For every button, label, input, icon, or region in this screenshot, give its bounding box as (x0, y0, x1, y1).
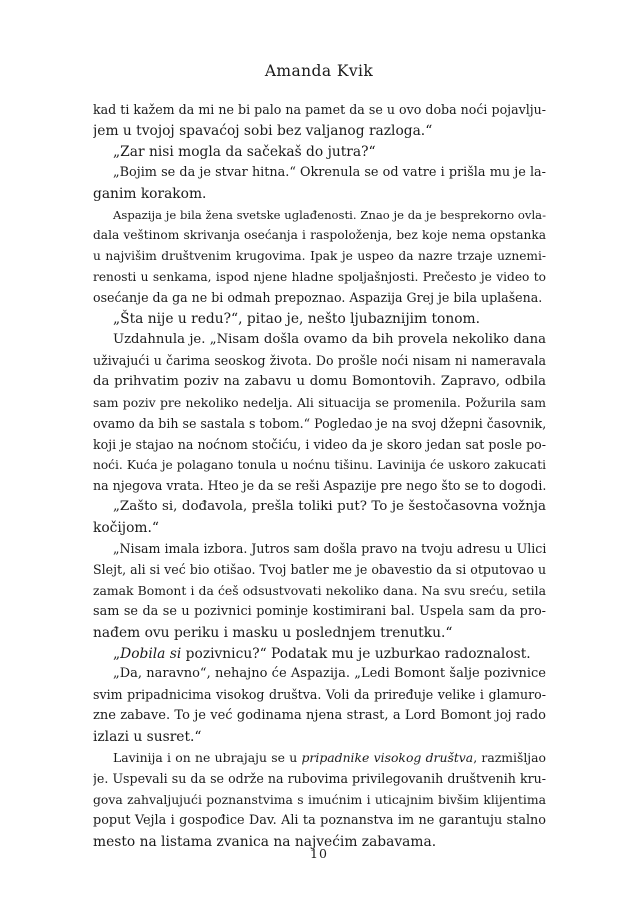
text-line: da prihvatim poziv na zabavu u domu Bomontovih. Zapravo, odbila (93, 373, 546, 389)
text-line: zne zabave. To je već godinama njena strast, a Lord Bomont joj rado (93, 708, 546, 724)
text-line: Slejt, ali si već bio otišao. Tvoj batler me je obavestio da si otputovao u (93, 561, 546, 577)
text-line: u najvišim društvenim krugovima. Ipak je uspeo da nazre trzaje uznemi- (93, 249, 546, 264)
text-line: ovamo da bih se sastala s tobom.“ Pogledao je na svoj džepni časovnik, (93, 415, 546, 431)
body-text (93, 100, 546, 853)
text-line: „Šta nije u redu?“, pitao je, nešto ljubaznijim tonom. (113, 311, 481, 328)
text-line: kad ti kažem da mi ne bi palo na pamet da se u ovo doba noći pojavlju- (93, 102, 546, 117)
text-line: „Nisam imala izbora. Jutros sam došla pravo na tvoju adresu u Ulici (113, 541, 546, 557)
text-line: Uzdahnula je. „Nisam došla ovamo da bih provela nekoliko dana (113, 331, 546, 347)
text-line: kočijom.“ (93, 520, 159, 537)
italic-emphasis: Dobila si (120, 645, 182, 662)
text-line: mesto na listama zvanica na najvećim zabavama. (93, 833, 437, 850)
text-line: jem u tvojoj spavaćoj sobi bez valjanog razloga.“ (93, 122, 433, 139)
text-line: Lavinija i on ne ubrajaju se u pripadnike visokog društva, razmišljao (113, 750, 546, 766)
text-line: osećanje da ga ne bi odmah prepoznao. Aspazija Grej je bila uplašena. (93, 290, 543, 306)
text-line: zamak Bomont i da ćeš odsustvovati nekoliko dana. Na svu sreću, setila (93, 582, 546, 598)
text-line: ganim korakom. (93, 185, 207, 202)
text-line: „Zašto si, dođavola, prešla toliki put? To je šestočasovna vožnja (113, 499, 546, 515)
text-line: na njegova vrata. Hteo je da se reši Aspazije pre nego što se to dogodi. (93, 478, 546, 494)
text-line: svim pripadnicima visokog društva. Voli da priređuje velike i glamuro- (93, 687, 546, 703)
text-line: Aspazija je bila žena svetske uglađenosti. Znao je da je besprekorno ovla- (113, 207, 546, 222)
text-line: poput Vejla i gospođice Dav. Ali ta poznanstva im ne garantuju stalno (93, 812, 546, 828)
text-line: nađem ovu periku i masku u poslednjem trenutku.“ (93, 624, 453, 641)
text-line: „Zar nisi mogla da sačekaš do jutra?“ (113, 143, 376, 160)
text-line: sam se da se u pozivnici pominje kostimirani bal. Uspela sam da pro- (93, 603, 546, 619)
text-line: je. Uspevali su da se održe na rubovima privilegovanih društvenih kru- (93, 771, 546, 786)
text-line: „Bojim se da je stvar hitna.“ Okrenula se od vatre i prišla mu je la- (113, 164, 546, 180)
text-line: dala veštinom skrivanja osećanja i raspoloženja, bez koje nema opstanka (93, 228, 546, 243)
italic-emphasis: pripadnike visokog društva (301, 750, 474, 766)
text-line: noći. Kuća je polagano tonula u noćnu tišinu. Lavinija će uskoro zakucati (93, 458, 546, 473)
text-line: koji je stajao na noćnom stočiću, i video da je skoro jedan sat posle po- (93, 436, 546, 452)
text-line: izlazi u susret.“ (93, 729, 202, 746)
text-line: „Da, naravno“, nehajno će Aspazija. „Ledi Bomont šalje pozivnice (113, 666, 546, 682)
text-line: renosti u senkama, ispod njene hladne spoljašnjosti. Prečesto je video to (93, 270, 546, 285)
text-line: gova zahvaljujući poznanstvima s imućnim i uticajnim bivšim klijentima (93, 791, 546, 807)
text-line: sam poziv pre nekoliko nedelja. Ali situacija se promenila. Požurila sam (93, 394, 546, 410)
text-line: uživajući u čarima seoskog života. Do prošle noći nisam ni nameravala (93, 352, 546, 368)
text-line: „Dobila si pozivnicu?“ Podatak mu je uzburkao radoznalost. (113, 645, 531, 662)
running-head: Amanda Kvik (264, 62, 374, 80)
page-number: 10 (310, 846, 328, 861)
